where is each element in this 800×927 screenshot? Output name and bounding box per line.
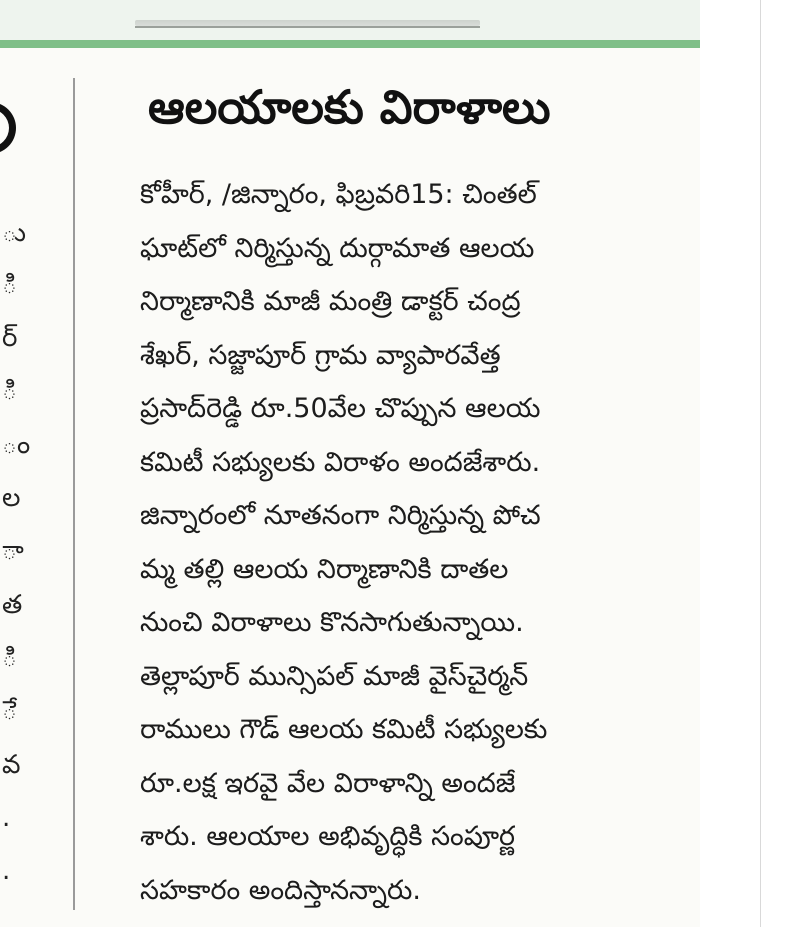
article-body-line: ప్రసాద్‌రెడ్డి రూ.50వేల చొప్పున ఆలయ (140, 393, 541, 424)
article-body-line: మ్మ తల్లి ఆలయ నిర్మాణానికి దాతల (140, 553, 509, 585)
left-column-cutoff (0, 0, 30, 927)
article-headline: ఆలయాలకు విరాళాలు (148, 80, 551, 134)
left-fragment: ం (2, 430, 30, 460)
article-body-line: కోహీర్, /జిన్నారం, ఫిబ్రవరి15: చింతల్ (140, 179, 537, 210)
left-fragment: ే (2, 696, 18, 726)
right-margin (700, 0, 800, 927)
article-body-line: రూ.లక్ష ఇరవై వేల విరాళాన్ని అందజే (140, 767, 516, 799)
article-body-line: శారు. ఆలయాల అభివృద్ధికి సంపూర్ణ (140, 821, 516, 852)
left-fragment: ర్ (2, 323, 18, 353)
article-body-line: నుంచి విరాళాలు కొనసాగుతున్నాయి. (140, 607, 524, 638)
article-body-line: శేఖర్, సజ్జాపూర్ గ్రామ వ్యాపారవేత్త (140, 339, 501, 371)
cut-off-headline-glyph (0, 102, 16, 154)
top-header-band (0, 0, 700, 40)
left-fragment: ి (2, 270, 18, 300)
page-edge-line (760, 0, 761, 927)
left-fragment: . (2, 803, 11, 833)
article-body-line: సహకారం అందిస్తానన్నారు. (140, 874, 421, 906)
column-divider (73, 78, 75, 910)
left-fragment: ి (2, 643, 18, 673)
green-separator-rule (0, 40, 700, 48)
left-fragment: ా (2, 536, 24, 566)
cut-off-heading-underline (135, 26, 480, 28)
left-fragment: ల (2, 483, 21, 513)
article-body-line: రాములు గౌడ్ ఆలయ కమిటీ సభ్యులకు (140, 714, 548, 745)
article-body (140, 168, 700, 917)
left-fragment: ి (2, 376, 18, 406)
article-body-line: ఘాట్‌లో నిర్మిస్తున్న దుర్గామాత ఆలయ (140, 232, 535, 264)
left-fragment: ు (2, 218, 27, 248)
article-body-line: కమిటీ సభ్యులకు విరాళం అందజేశారు. (140, 446, 541, 478)
article-body-line: తెల్లాపూర్ మున్సిపల్ మాజీ వైస్‌చైర్మన్ (140, 660, 529, 692)
left-fragment: త (2, 590, 23, 620)
left-fragment: . (2, 856, 11, 886)
article-body-line: జిన్నారంలో నూతనంగా నిర్మిస్తున్న పోచ (140, 500, 541, 531)
left-fragment: వ (2, 750, 21, 780)
article-body-line: నిర్మాణానికి మాజీ మంత్రి డాక్టర్ చంద్ర (140, 286, 521, 317)
